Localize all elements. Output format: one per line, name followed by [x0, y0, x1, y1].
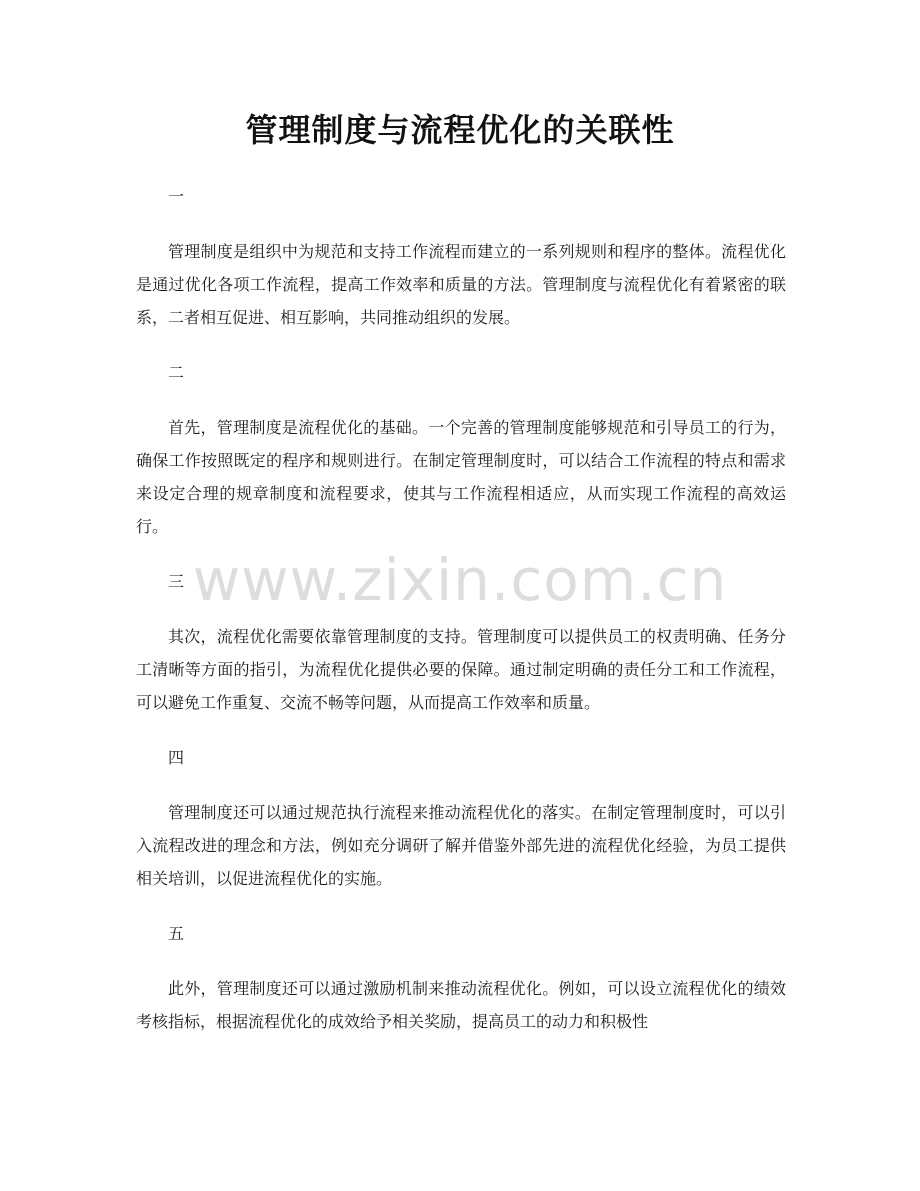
section-heading-4: 四 [168, 748, 185, 767]
section-paragraph-4: 管理制度还可以通过规范执行流程来推动流程优化的落实。在制定管理制度时，可以引入流程改进的理念和方法，例如充分调研了解并借鉴外部先进的流程优化经验，为员工提供相关培训，以促进流程优化的实施。 [136, 803, 786, 888]
document-body [136, 180, 786, 1038]
section-heading-5: 五 [168, 924, 185, 943]
section-paragraph-5: 此外，管理制度还可以通过激励机制来推动流程优化。例如，可以设立流程优化的绩效考核指标，根据流程优化的成效给予相关奖励，提高员工的动力和积极性 [136, 979, 786, 1031]
section-paragraph-2: 首先，管理制度是流程优化的基础。一个完善的管理制度能够规范和引导员工的行为，确保工作按照既定的程序和规则进行。在制定管理制度时，可以结合工作流程的特点和需求来设定合理的规章制度和流程要求，使其与工作流程相适应，从而实现工作流程的高效运行。 [136, 418, 786, 536]
section-paragraph-3: 其次，流程优化需要依靠管理制度的支持。管理制度可以提供员工的权责明确、任务分工清晰等方面的指引，为流程优化提供必要的保障。通过制定明确的责任分工和工作流程，可以避免工作重复、交流不畅等问题，从而提高工作效率和质量。 [136, 627, 786, 712]
section-heading-2: 二 [168, 363, 185, 382]
watermark: www.zixin.com.cn [192, 546, 728, 614]
section-paragraph-1: 管理制度是组织中为规范和支持工作流程而建立的一系列规则和程序的整体。流程优化是通过优化各项工作流程，提高工作效率和质量的方法。管理制度与流程优化有着紧密的联系，二者相互促进、相互影响，共同推动组织的发展。 [136, 242, 786, 327]
document-title: 管理制度与流程优化的关联性 [245, 111, 675, 149]
section-heading-3: 三 [168, 572, 185, 591]
section-heading-1: 一 [168, 187, 185, 206]
